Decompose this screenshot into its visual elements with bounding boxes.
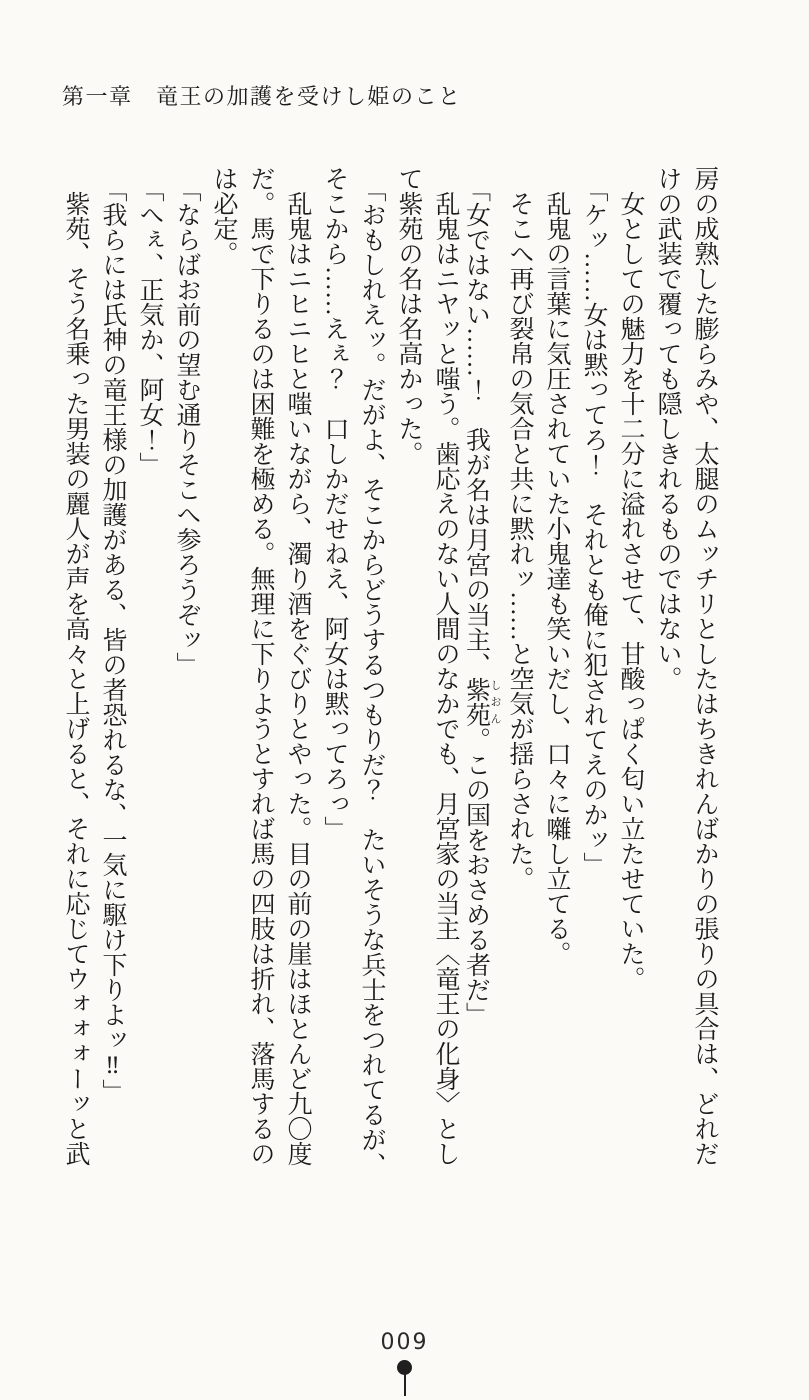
text-line: 「ケッ……女は黙ってろ！ それとも俺に犯されてえのかッ」 [580,177,607,878]
body-text [55,166,723,1178]
text-line: 女としての魅力を十二分に溢れさせて、甘酸っぱく匂い立たせていた。 [617,191,644,991]
text-line: 紫苑、そう名乗った男装の麗人が声を高々と上げると、それに応じてウォォォーッと武 [62,191,89,1166]
text-line: 「へぇ、正気か、阿女！」 [136,177,163,478]
text-line: 「女ではない……！ 我が名は月宮の当主、紫苑 しおん。この国をおさめる者だ」 [462,177,501,1028]
text-line: 「我らには氏神の竜王様の加護がある、皆の者恐れるな、一気に駆け下りよッ‼」 [99,177,126,1105]
binding-mark-dot-icon [397,1360,412,1375]
text-line: そこから……えぇ？ 口しかだせねえ、阿女は黙ってろっ」 [321,166,348,841]
page-number: 009 [380,1330,429,1355]
text-line: 乱鬼の言葉に気圧されていた小鬼達も笑いだし、口々に囃し立てる。 [543,191,570,966]
text-line: は必定。 [210,166,237,266]
text-line: 「ならばお前の望む通りそこへ参ろうぞッ」 [173,177,200,678]
text-line: 房の成熟した膨らみや、太腿のムッチリとしたはちきれんばかりの張りの具合は、どれだ [691,166,718,1166]
text-line: そこへ再び裂帛の気合と共に黙れッ……と空気が揺らされた。 [506,191,533,891]
chapter-header: 第一章 竜王の加護を受けし姫のこと [62,84,462,109]
text-line: だ。馬で下りるのは困難を極める。無理に下りようとすれば馬の四肢は折れ、落馬するの [247,166,274,1166]
text-line: けの武装で覆っても隠しきれるものではない。 [654,166,681,691]
text-line: て紫苑の名は名高かった。 [395,166,422,466]
page-footer [0,1330,809,1375]
text-line: 「おもしれえッ。だがよ、そこからどうするつもりだ？ たいそうな兵士をつれてるが、 [358,177,385,1178]
text-line: 乱鬼はニヒニヒと嗤いながら、濁り酒をぐびりとやった。目の前の崖はほとんど九〇度 [284,191,311,1166]
text-line: 乱鬼はニヤッと嗤う。歯応えのない人間のなかでも、月宮家の当主〈竜王の化身〉とし [432,191,459,1166]
